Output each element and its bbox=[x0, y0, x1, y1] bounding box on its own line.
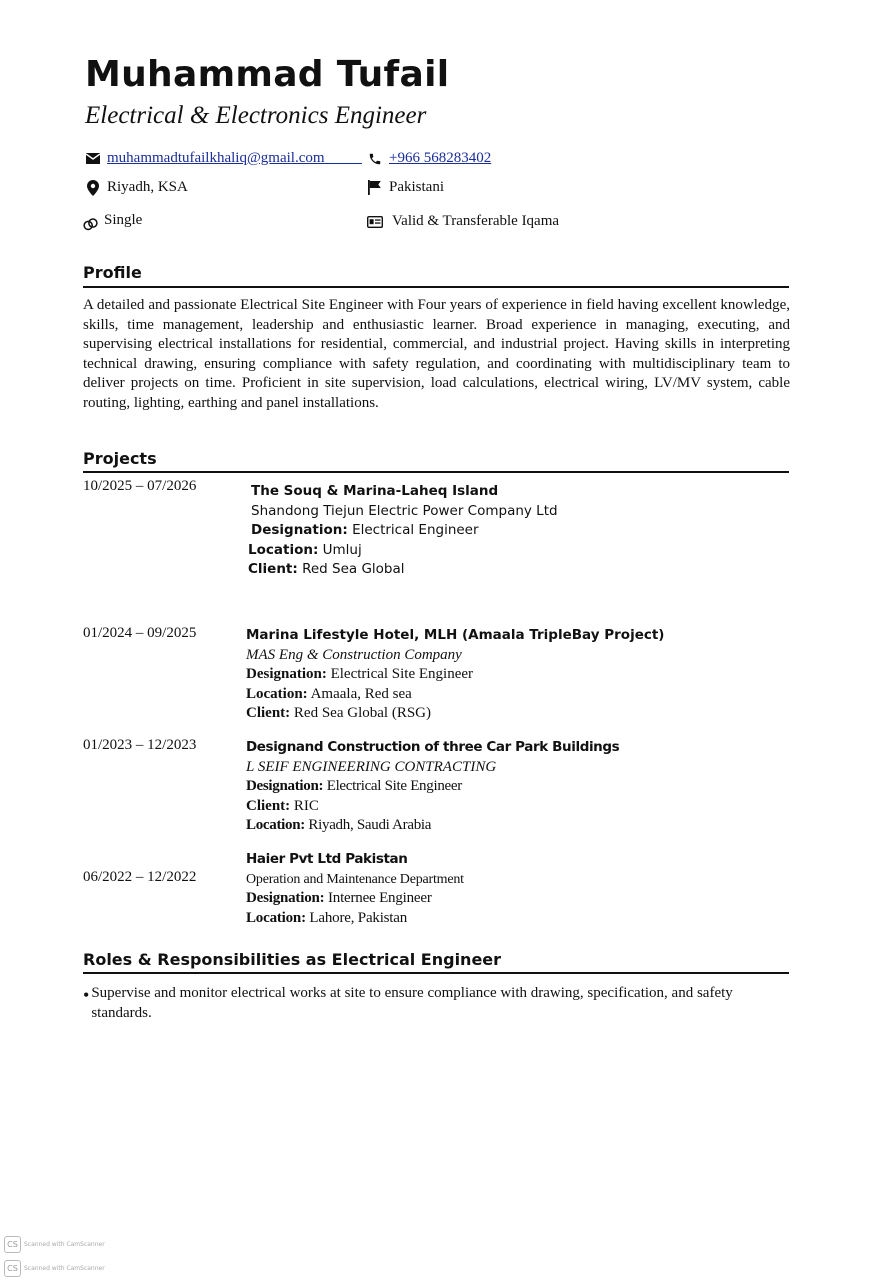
contact-nationality bbox=[367, 179, 444, 196]
contact-location bbox=[85, 179, 188, 196]
contact-iqama bbox=[367, 213, 559, 230]
project-company: MAS Eng & Construction Company bbox=[246, 646, 462, 663]
project-entry bbox=[248, 482, 558, 580]
rings-icon bbox=[83, 217, 99, 231]
map-pin-icon bbox=[85, 180, 101, 196]
designation-value: Electrical Site Engineer bbox=[323, 778, 462, 794]
project-date: 06/2022 – 12/2022 bbox=[83, 869, 197, 885]
contact-email bbox=[85, 150, 362, 167]
location-label: Location: bbox=[246, 817, 305, 833]
designation-label: Designation: bbox=[246, 666, 327, 682]
job-title: Electrical & Electronics Engineer bbox=[85, 102, 427, 129]
project-title: The Souq & Marina-Laheq Island bbox=[251, 483, 499, 499]
watermark-text: Scanned with CamScanner bbox=[24, 1241, 105, 1248]
id-card-icon bbox=[367, 216, 383, 228]
scanner-watermark bbox=[4, 1236, 105, 1253]
profile-heading: Profile bbox=[83, 263, 142, 282]
contact-marital bbox=[83, 209, 142, 231]
client-label: Client: bbox=[246, 705, 291, 721]
nationality-text: Pakistani bbox=[389, 179, 444, 195]
bullet-dot: • bbox=[83, 985, 90, 1005]
candidate-name: Muhammad Tufail bbox=[85, 54, 450, 95]
email-link[interactable]: muhammadtufailkhaliq@gmail.com bbox=[107, 150, 325, 166]
designation-label: Designation: bbox=[251, 522, 348, 538]
project-date: 01/2023 – 12/2023 bbox=[83, 737, 197, 753]
contact-phone bbox=[367, 150, 491, 167]
roles-list bbox=[83, 984, 773, 1023]
list-item bbox=[83, 984, 773, 1023]
location-label: Location: bbox=[246, 909, 306, 926]
project-date: 10/2025 – 07/2026 bbox=[83, 478, 197, 494]
bullet-text: Supervise and monitor electrical works at site to ensure compliance with drawing, specification, and safety standards. bbox=[91, 985, 733, 1021]
project-date: 01/2024 – 09/2025 bbox=[83, 625, 197, 641]
profile-text: A detailed and passionate Electrical Site Engineer with Four years of experience in field having excellent knowledge, skills, time management, leadership and enthusiastic learner. Broad experience in managing, executing, and supervising electrical installations for residential, commercial, and industrial project. Having skills in interpreting technical drawing, ensuring compliance with safety regulation, and coordinating with multidisciplinary team to deliver projects on time. Proficient in site supervision, load calculations, electrical wiring, LV/MV system, cable routing, lighting, earthing and panel installations. bbox=[83, 297, 790, 411]
location-value: Riyadh, Saudi Arabia bbox=[304, 817, 432, 833]
location-value: Lahore, Pakistan bbox=[305, 909, 408, 926]
project-entry bbox=[246, 850, 464, 928]
roles-heading: Roles & Responsibilities as Electrical Engineer bbox=[83, 950, 502, 969]
designation-label: Designation: bbox=[246, 890, 325, 906]
marital-text: Single bbox=[104, 211, 143, 228]
project-entry bbox=[246, 738, 619, 836]
camscanner-logo: CS bbox=[4, 1260, 21, 1277]
client-label: Client: bbox=[248, 561, 298, 577]
location-text: Riyadh, KSA bbox=[107, 179, 188, 195]
phone-link[interactable]: +966 568283402 bbox=[389, 150, 492, 166]
envelope-icon bbox=[85, 153, 101, 164]
project-entry bbox=[246, 626, 664, 724]
watermark-text: Scanned with CamScanner bbox=[24, 1265, 105, 1272]
projects-divider bbox=[83, 471, 789, 473]
client-value: Red Sea Global (RSG) bbox=[290, 705, 431, 721]
client-value: Red Sea Global bbox=[297, 561, 405, 577]
email-link-underline[interactable] bbox=[325, 150, 363, 167]
iqama-text: Valid & Transferable Iqama bbox=[392, 213, 560, 229]
roles-divider bbox=[83, 972, 789, 974]
project-title: Designand Construction of three Car Park Buildings bbox=[246, 739, 620, 755]
camscanner-logo: CS bbox=[4, 1236, 21, 1253]
profile-divider bbox=[83, 286, 789, 288]
scanner-watermark bbox=[4, 1260, 105, 1277]
project-company: Shandong Tiejun Electric Power Company Ltd bbox=[251, 502, 558, 519]
designation-label: Designation: bbox=[246, 778, 324, 794]
location-label: Location: bbox=[246, 685, 308, 702]
phone-icon bbox=[367, 152, 383, 166]
location-label: Location: bbox=[248, 541, 319, 558]
project-company: Operation and Maintenance Department bbox=[246, 871, 464, 887]
project-title: Haier Pvt Ltd Pakistan bbox=[246, 851, 408, 867]
project-company: L SEIF ENGINEERING CONTRACTING bbox=[246, 758, 497, 775]
flag-icon bbox=[367, 180, 383, 195]
location-value: Amaala, Red sea bbox=[307, 685, 412, 702]
designation-value: Internee Engineer bbox=[324, 890, 432, 906]
designation-value: Electrical Site Engineer bbox=[326, 666, 474, 682]
location-value: Umluj bbox=[318, 541, 362, 558]
project-title: Marina Lifestyle Hotel, MLH (Amaala TripleBay Project) bbox=[246, 627, 665, 643]
designation-value: Electrical Engineer bbox=[347, 522, 479, 538]
client-value: RIC bbox=[290, 797, 319, 814]
client-label: Client: bbox=[246, 797, 291, 814]
projects-heading: Projects bbox=[83, 449, 157, 468]
